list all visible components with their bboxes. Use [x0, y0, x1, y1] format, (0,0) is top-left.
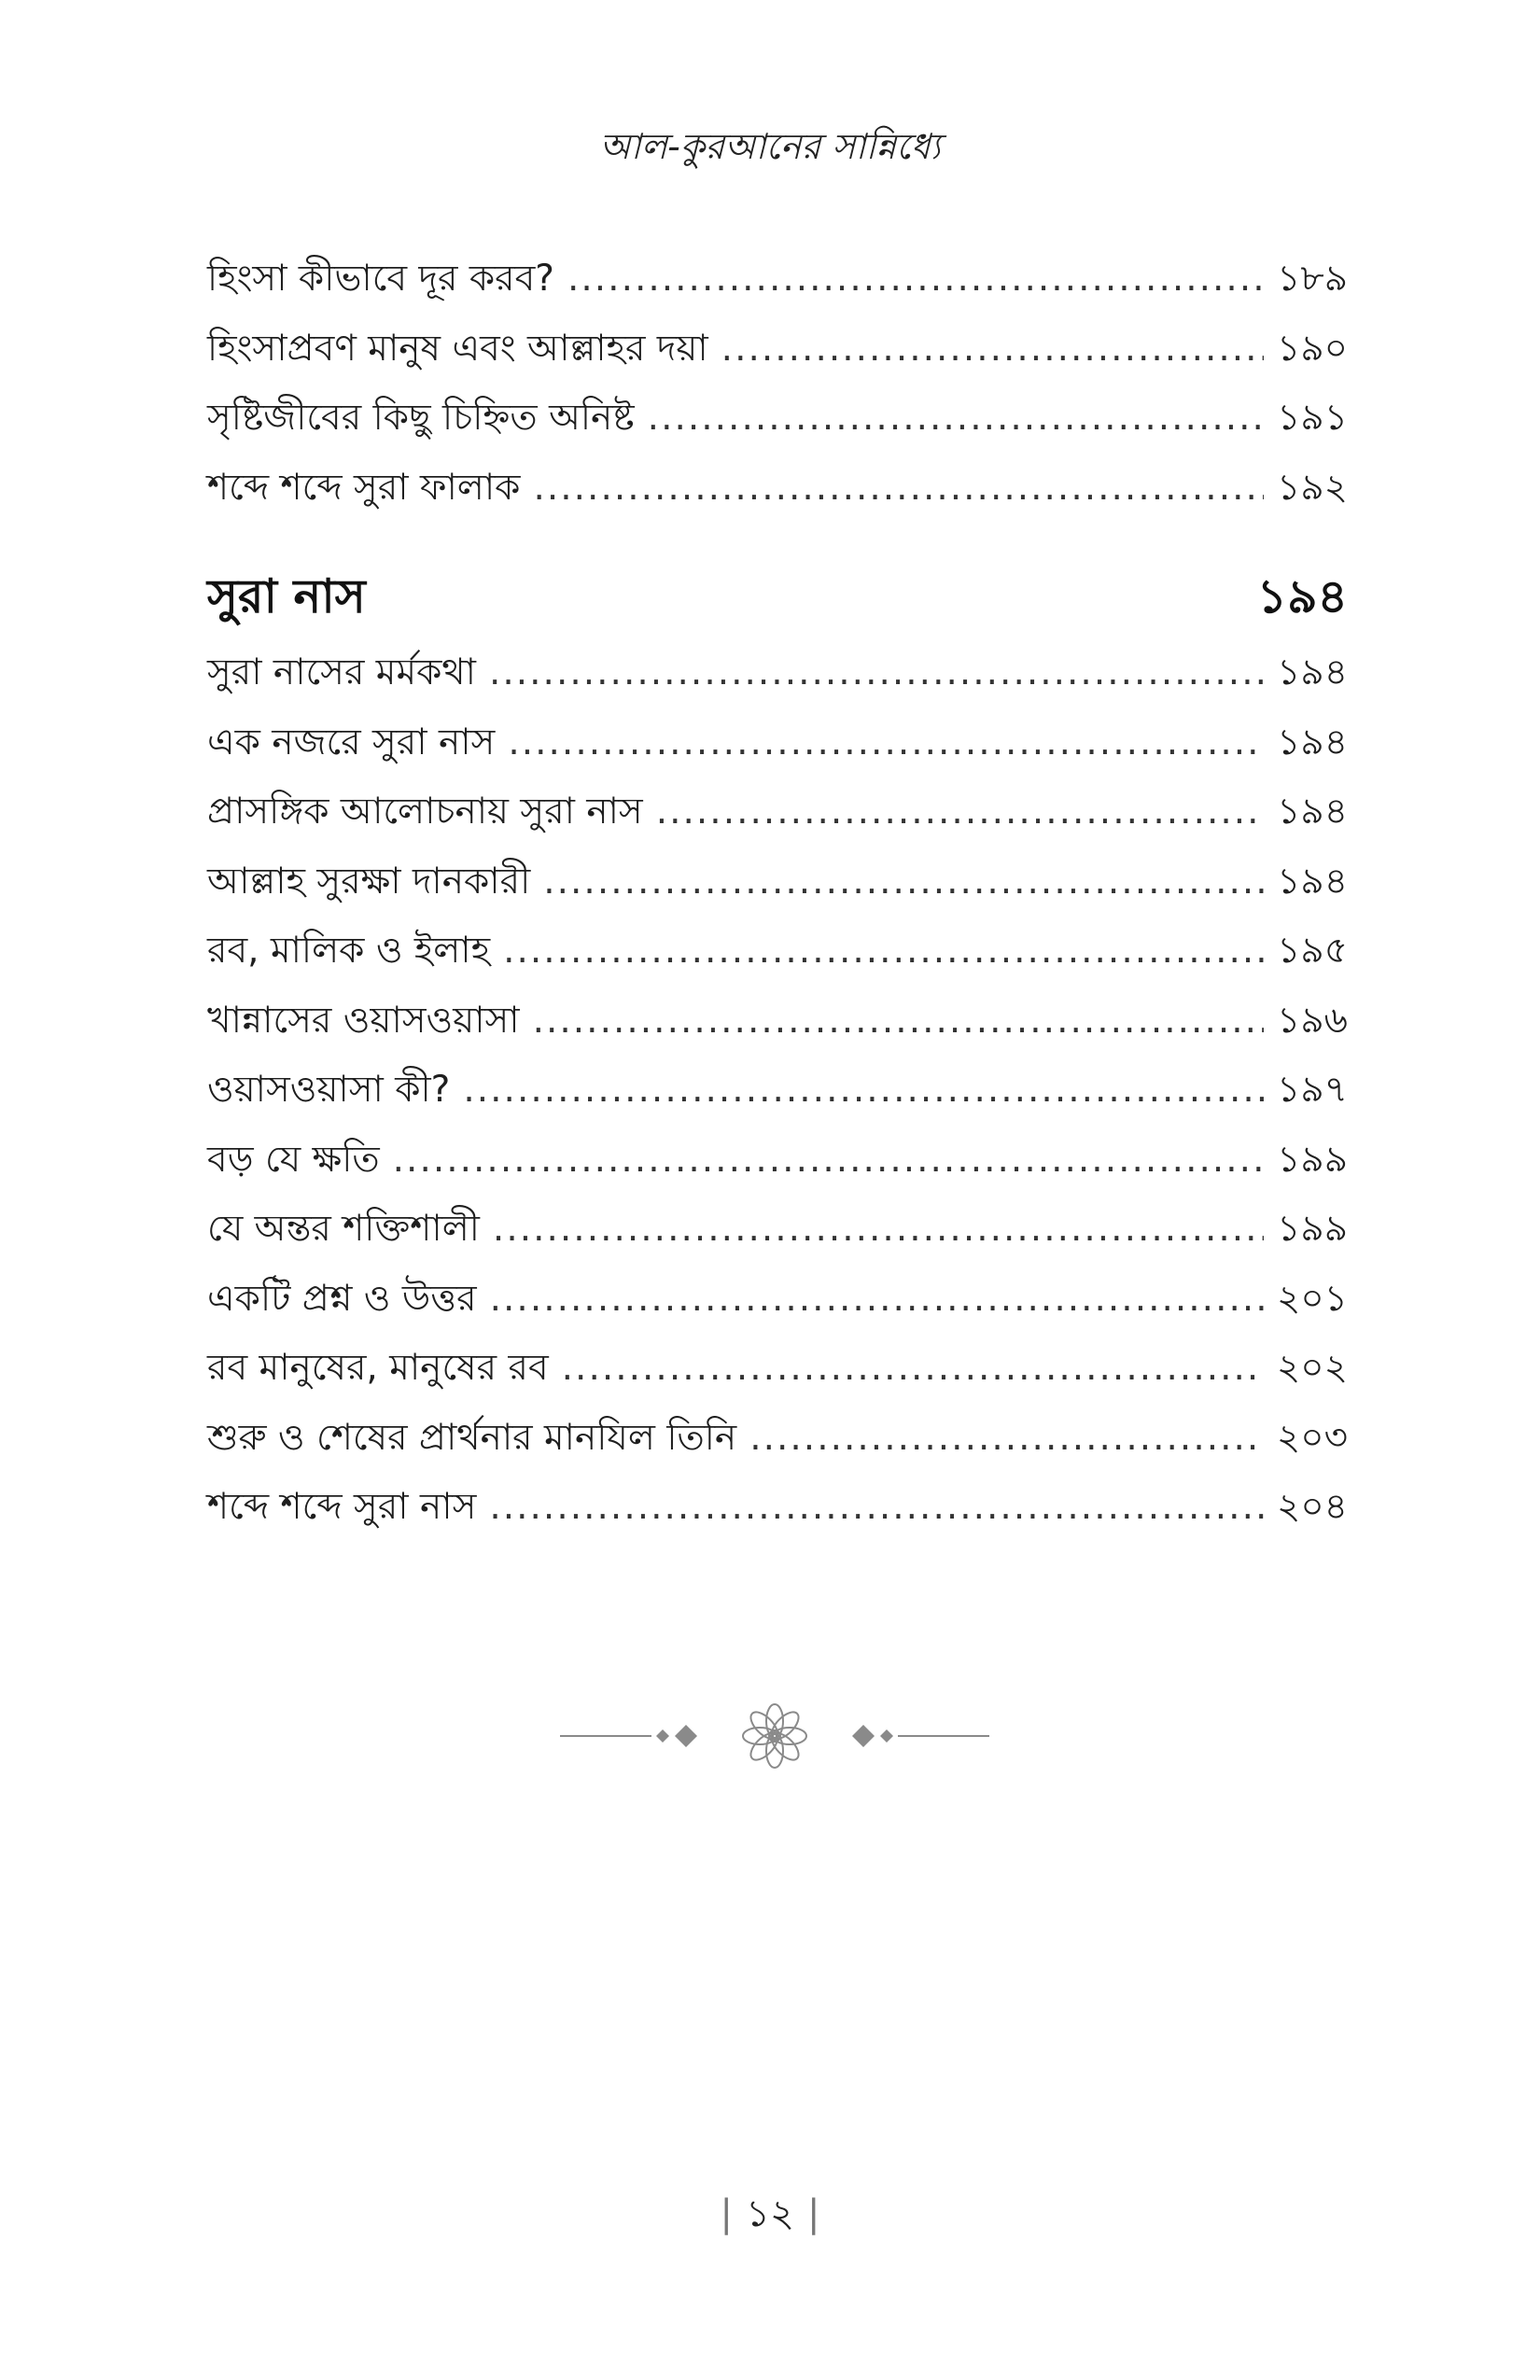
- toc-entry-page: ১৯৪: [1277, 721, 1348, 763]
- dot-leader: [493, 1195, 1264, 1265]
- toc-entry-page: ১৯৭: [1277, 1069, 1348, 1111]
- folio-bar-left: |: [720, 2192, 734, 2235]
- toc-entry[interactable]: [207, 1195, 1348, 1265]
- toc-entry-page: ১৯৪: [1277, 791, 1348, 833]
- toc-entry[interactable]: [207, 1473, 1348, 1543]
- toc-entry-title: সৃষ্টিজীবের কিছু চিহ্নিত অনিষ্ট: [207, 397, 635, 439]
- toc-entry-title: শুরু ও শেষের প্রার্থনার মানযিল তিনি: [207, 1416, 737, 1459]
- dot-leader: [503, 917, 1264, 987]
- dot-leader: [656, 777, 1264, 847]
- toc-entry-page: ১৯৯: [1277, 1208, 1348, 1250]
- toc-entry-page: ১৯৫: [1277, 930, 1348, 972]
- toc-entry-page: ১৯১: [1277, 397, 1348, 439]
- dot-leader: [508, 708, 1264, 778]
- toc-entry[interactable]: [207, 1126, 1348, 1196]
- toc-entry-page: ১৯৯: [1277, 1138, 1348, 1181]
- dot-leader: [463, 1056, 1264, 1126]
- dot-leader: [567, 245, 1264, 315]
- toc-entry[interactable]: [207, 1056, 1348, 1126]
- dot-leader: [543, 847, 1264, 917]
- toc-entry[interactable]: [207, 245, 1348, 315]
- toc-list-falaq: [207, 245, 1348, 523]
- toc-entry[interactable]: [207, 1334, 1348, 1404]
- dot-leader: [489, 638, 1264, 708]
- toc-entry[interactable]: [207, 638, 1348, 708]
- toc-entry-page: ১৯০: [1277, 327, 1348, 370]
- dot-leader: [489, 1473, 1264, 1543]
- floral-divider-icon: [555, 1699, 994, 1773]
- toc-entry-title: হিংসাপ্রবণ মানুষ এবং আল্লাহর দয়া: [207, 327, 708, 370]
- toc-entry[interactable]: [207, 917, 1348, 987]
- dot-leader: [533, 454, 1264, 524]
- toc-entry-title: শব্দে শব্দে সুরা ফালাক: [207, 466, 521, 509]
- folio-bar-right: |: [806, 2192, 820, 2235]
- dot-leader: [533, 987, 1264, 1057]
- section-heading-title: সুরা নাস: [207, 569, 366, 623]
- section-heading[interactable]: [207, 554, 1348, 638]
- toc-entry-title: আল্লাহ সুরক্ষা দানকারী: [207, 860, 531, 903]
- page-number-value: ১২: [746, 2192, 794, 2235]
- toc-entry-page: ১৯৬: [1277, 999, 1348, 1042]
- toc-entry[interactable]: [207, 384, 1348, 454]
- dot-leader: [749, 1404, 1264, 1474]
- toc-entry-title: রব মানুষের, মানুষের রব: [207, 1347, 549, 1389]
- toc-entry-title: প্রাসঙ্গিক আলোচনায় সুরা নাস: [207, 791, 643, 833]
- toc-entry-title: খান্নাসের ওয়াসওয়াসা: [207, 999, 520, 1042]
- toc-entry-title: সুরা নাসের মর্মকথা: [207, 651, 476, 693]
- toc-entry-page: ১৯২: [1277, 466, 1348, 509]
- dot-leader: [648, 384, 1264, 454]
- toc-entry-title: এক নজরে সুরা নাস: [207, 721, 496, 763]
- toc-entry[interactable]: [207, 1404, 1348, 1474]
- toc-entry-page: ২০৩: [1276, 1416, 1348, 1459]
- toc-entry-title: রব, মালিক ও ইলাহ: [207, 930, 491, 972]
- toc-entry-page: ২০২: [1276, 1347, 1348, 1389]
- running-header: আল-কুরআনের সান্নিধ্যে: [599, 126, 941, 167]
- dot-leader: [393, 1126, 1264, 1196]
- toc-list-nas: [207, 554, 1348, 1543]
- toc-entry-title: ওয়াসওয়াসা কী?: [207, 1069, 451, 1111]
- toc-entry-title: একটি প্রশ্ন ও উত্তর: [207, 1277, 477, 1320]
- toc-entry-title: যে অন্তর শক্তিশালী: [207, 1208, 480, 1250]
- toc-entry[interactable]: [207, 987, 1348, 1057]
- toc-entry-title: শব্দে শব্দে সুরা নাস: [207, 1486, 477, 1528]
- toc-entry[interactable]: [207, 777, 1348, 847]
- toc-entry-page: ১৯৪: [1277, 860, 1348, 903]
- toc-entry[interactable]: [207, 315, 1348, 385]
- toc-entry-page: ২০৪: [1276, 1486, 1348, 1528]
- page-number: [0, 2184, 1540, 2247]
- toc-entry[interactable]: [207, 454, 1348, 524]
- toc-entry-title: বড় যে ক্ষতি: [207, 1138, 380, 1181]
- toc-entry-page: ১৮৯: [1277, 258, 1348, 300]
- dot-leader: [721, 315, 1264, 385]
- toc-entry[interactable]: [207, 847, 1348, 917]
- dot-leader: [490, 1265, 1264, 1335]
- toc-entry-title: হিংসা কীভাবে দূর করব?: [207, 258, 554, 300]
- toc-entry[interactable]: [207, 1265, 1348, 1335]
- toc-entry[interactable]: [207, 708, 1348, 778]
- section-heading-page: ১৯৪: [1256, 569, 1348, 623]
- toc-entry-page: ১৯৪: [1277, 651, 1348, 693]
- dot-leader: [562, 1334, 1264, 1404]
- toc-entry-page: ২০১: [1276, 1277, 1348, 1320]
